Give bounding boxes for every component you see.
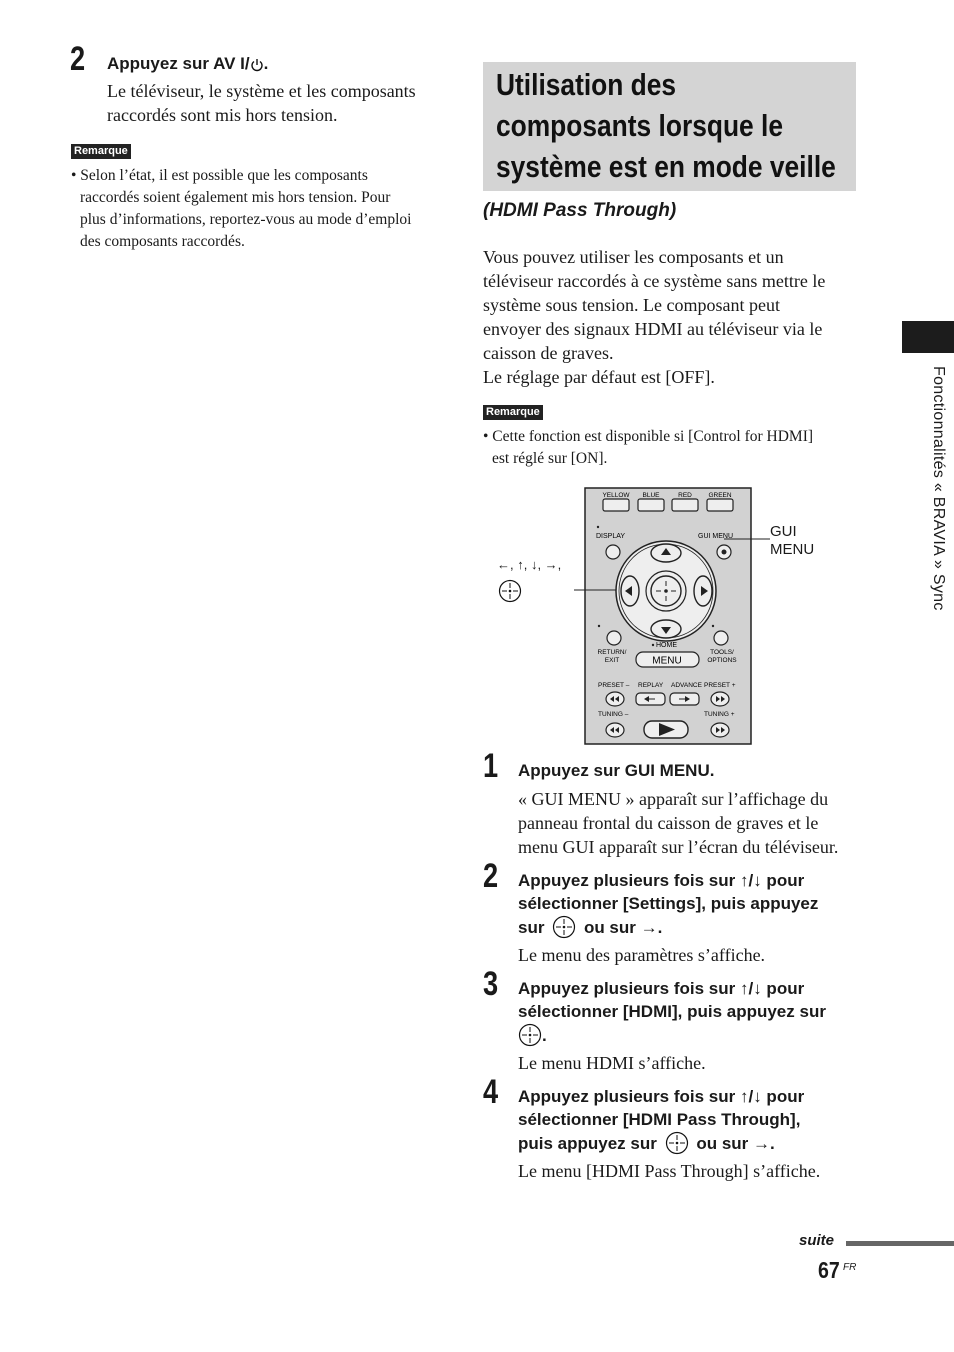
step-title-text: ou sur →.	[696, 1134, 775, 1153]
preset-plus-label: PRESET +	[704, 682, 736, 689]
note-line: • Cette fonction est disponible si [Control for HDMI]	[483, 428, 814, 445]
step-title-line: sélectionner [HDMI Pass Through],	[518, 1110, 801, 1129]
step-title-line	[518, 1131, 775, 1155]
section-tab-label: Fonctionnalités « BRAVIA » Sync	[930, 366, 947, 611]
enter-button-icon	[498, 579, 522, 603]
step-number: 4	[483, 1073, 498, 1111]
enter-button-icon	[665, 1131, 689, 1155]
note-line: raccordés soient également mis hors tension. Pour	[80, 189, 391, 206]
step-body: Le menu [HDMI Pass Through] s’affiche.	[518, 1161, 821, 1181]
section-subtitle: (HDMI Pass Through)	[483, 200, 677, 221]
step-title-text: sur	[518, 918, 545, 937]
section-title-line: système est en mode veille	[496, 149, 836, 184]
advance-button[interactable]	[670, 693, 699, 705]
step-title-line: Appuyez plusieurs fois sur ↑/↓ pour	[518, 979, 805, 998]
replay-label: REPLAY	[638, 682, 664, 689]
note-line: est réglé sur [ON].	[492, 450, 608, 467]
display-label: DISPLAY	[596, 533, 626, 540]
section-title	[496, 64, 853, 187]
step-body-line: panneau frontal du caisson de graves et le	[518, 813, 819, 833]
continued-bar	[846, 1241, 954, 1246]
display-button[interactable]	[606, 545, 620, 559]
preset-minus-label: PRESET –	[598, 682, 630, 689]
step-body-line: raccordés sont mis hors tension.	[107, 105, 338, 125]
step-title-text: ou sur →.	[583, 918, 663, 937]
step-number: 3	[483, 965, 498, 1003]
advance-label: ADVANCE	[671, 682, 702, 689]
step-body-line: menu GUI apparaît sur l’écran du téléviseur.	[518, 837, 839, 857]
green-button[interactable]	[707, 499, 733, 511]
gui-menu-label	[770, 523, 814, 559]
preset-plus-button[interactable]	[711, 692, 729, 706]
red-button[interactable]	[672, 499, 698, 511]
intro-line: Vous pouvez utiliser les composants et un	[483, 247, 784, 267]
step-body: Le menu des paramètres s’affiche.	[518, 945, 766, 965]
tools-label: OPTIONS	[707, 657, 737, 664]
step-title-line: Appuyez plusieurs fois sur ↑/↓ pour	[518, 871, 805, 890]
replay-button[interactable]	[636, 693, 665, 705]
tuning-minus-label: TUNING –	[598, 711, 629, 718]
note-line: plus d’informations, reportez-vous au mode d’emploi	[80, 211, 412, 228]
tools-button[interactable]	[714, 631, 728, 645]
step-title-line: sélectionner [HDMI], puis appuyez sur	[518, 1002, 826, 1021]
return-button[interactable]	[607, 631, 621, 645]
step-number: 2	[70, 40, 85, 78]
step-title-end: .	[263, 54, 269, 73]
step-title-line: Appuyez plusieurs fois sur ↑/↓ pour	[518, 1087, 805, 1106]
gui-label-line: MENU	[770, 541, 815, 558]
green-label: GREEN	[708, 492, 732, 499]
menu-button-label: MENU	[652, 655, 682, 667]
return-label: EXIT	[604, 657, 620, 664]
remarque-badge: Remarque	[483, 405, 543, 420]
section-title-line: Utilisation des	[496, 67, 677, 102]
tuning-minus-button[interactable]	[606, 723, 624, 737]
page-number: 67	[818, 1257, 840, 1283]
step-title-line	[518, 1023, 547, 1047]
gui-menu-button-label: GUI MENU	[698, 533, 733, 540]
section-tab-marker	[902, 321, 954, 353]
step-title	[107, 52, 268, 75]
step-title-line: sélectionner [Settings], puis appuyez	[518, 894, 819, 913]
step-title: Appuyez sur GUI MENU.	[518, 761, 715, 780]
page-suffix: FR	[843, 1262, 857, 1273]
step-body-line: « GUI MENU » apparaît sur l’affichage du	[518, 789, 829, 809]
play-button[interactable]	[644, 721, 688, 738]
preset-minus-button[interactable]	[606, 692, 624, 706]
intro-line: envoyer des signaux HDMI au téléviseur via le	[483, 319, 823, 339]
blue-button[interactable]	[638, 499, 664, 511]
note-line: • Selon l’état, il est possible que les composants	[71, 167, 368, 184]
tools-label: TOOLS/	[710, 649, 734, 656]
tuning-plus-button[interactable]	[711, 723, 729, 737]
step-title-text: Appuyez sur AV I/	[107, 54, 250, 73]
arrows-label: ←, ↑, ↓, →,	[497, 557, 562, 572]
yellow-button[interactable]	[603, 499, 629, 511]
remarque-badge: Remarque	[71, 144, 131, 159]
step-number: 2	[483, 857, 498, 895]
section-title-line: composants lorsque le	[496, 108, 783, 143]
step-title-line	[518, 915, 662, 939]
remote-illustration	[572, 487, 772, 745]
enter-button-icon	[518, 1023, 542, 1047]
home-label: HOME	[656, 642, 677, 649]
note-line: des composants raccordés.	[80, 233, 245, 250]
continued-label: suite	[799, 1232, 835, 1249]
enter-button[interactable]	[651, 576, 681, 606]
step-body: Le menu HDMI s’affiche.	[518, 1053, 706, 1073]
intro-line: système sous tension. Le composant peut	[483, 295, 780, 315]
step-title-text: .	[542, 1026, 547, 1045]
yellow-label: YELLOW	[602, 492, 630, 499]
power-icon	[250, 58, 264, 72]
intro-line: Le réglage par défaut est [OFF].	[483, 367, 715, 387]
intro-line: caisson de graves.	[483, 343, 614, 363]
tuning-plus-label: TUNING +	[704, 711, 735, 718]
return-label: RETURN/	[597, 649, 627, 656]
step-number: 1	[483, 747, 498, 785]
step-title-text: puis appuyez sur	[518, 1134, 657, 1153]
enter-button-icon	[552, 915, 576, 939]
blue-label: BLUE	[642, 492, 660, 499]
intro-line: téléviseur raccordés à ce système sans mettre le	[483, 271, 826, 291]
gui-label-line: GUI	[770, 523, 797, 540]
red-label: RED	[678, 492, 692, 499]
step-body-line: Le téléviseur, le système et les composants	[107, 81, 416, 101]
